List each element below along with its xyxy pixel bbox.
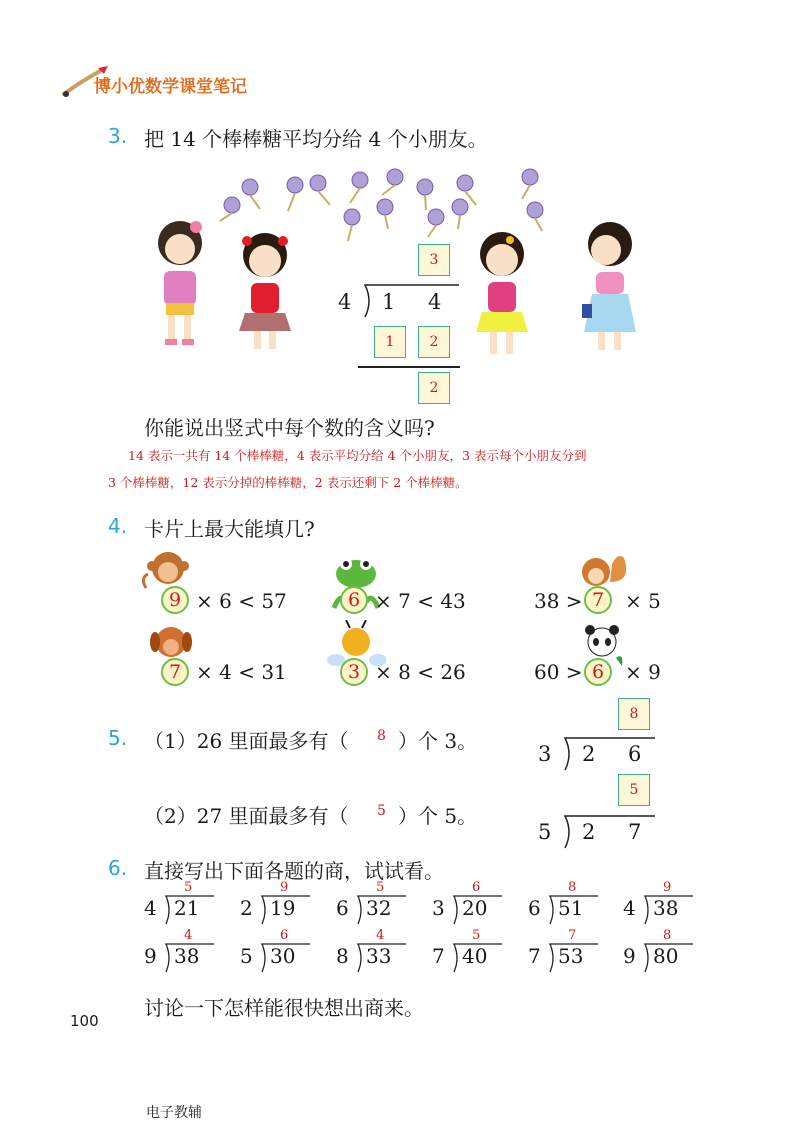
q6-division-item	[432, 880, 522, 926]
q6-divisor: 9	[623, 944, 636, 968]
q5-part1-quotient-box: 8	[618, 698, 650, 730]
q6-division-item	[240, 928, 330, 974]
q3-remainder-box: 2	[418, 372, 450, 404]
q3-division-bracket	[355, 283, 465, 319]
q3-number: 3.	[108, 124, 128, 148]
q4-text: 卡片上最大能填几?	[144, 517, 315, 541]
q5-number: 5.	[108, 726, 128, 750]
q4-pre-3: 38 >	[534, 589, 583, 613]
q3-divisor: 4	[338, 290, 352, 314]
header-logo	[60, 64, 300, 104]
q3-dividend-d1: 1	[382, 290, 396, 314]
q6-division-item	[623, 928, 713, 974]
q6-division-item	[240, 880, 330, 926]
logo-text: 博小优数学课堂笔记	[94, 77, 247, 97]
q5-part2-quotient-box: 5	[618, 774, 650, 806]
q6-divisor: 7	[432, 944, 445, 968]
q6-division-item	[623, 880, 713, 926]
q6-quotient: 7	[568, 928, 577, 943]
q3-subtraction-line	[358, 366, 460, 368]
q4-expr-5: × 8 < 26	[375, 660, 466, 684]
q6-division-item	[336, 928, 426, 974]
girl-2-illustration	[235, 225, 300, 355]
q6-dividend: 21	[174, 896, 200, 920]
q3-dividend-d2: 4	[428, 290, 442, 314]
q6-divisor: 4	[623, 896, 636, 920]
q4-card-6: 6	[584, 658, 612, 686]
q6-quotient: 6	[472, 880, 481, 895]
q6-number: 6.	[108, 856, 128, 880]
q6-division-item	[528, 880, 618, 926]
q6-divisor: 4	[144, 896, 157, 920]
q6-dividend: 32	[366, 896, 392, 920]
q3-answer-line1: 14 表示一共有 14 个棒棒糖，4 表示平均分给 4 个小朋友，3 表示每个小朋友分到	[128, 448, 587, 463]
q6-dividend: 33	[366, 944, 392, 968]
q5-part2-prefix: （2）27 里面最多有（	[144, 804, 349, 828]
q4-expr-1: × 6 < 57	[196, 589, 287, 613]
q5-part2-bracket	[555, 814, 660, 850]
q5-part1-suffix: ）个 3。	[398, 729, 478, 753]
q4-expr-3: × 5	[625, 589, 661, 613]
q6-divisor: 6	[528, 896, 541, 920]
q4-expr-2: × 7 < 43	[375, 589, 466, 613]
q6-divisor: 7	[528, 944, 541, 968]
q5-part2-d1: 2	[582, 820, 596, 844]
q3-question: 你能说出竖式中每个数的含义吗?	[144, 416, 435, 440]
q4-expr-4: × 4 < 31	[196, 660, 287, 684]
q6-quotient: 9	[280, 880, 289, 895]
q6-dividend: 30	[270, 944, 296, 968]
q6-dividend: 51	[558, 896, 584, 920]
q6-quotient: 5	[472, 928, 481, 943]
q5-part1-answer: 8	[377, 728, 386, 744]
q6-division-item	[528, 928, 618, 974]
q6-dividend: 38	[174, 944, 200, 968]
q4-pre-6: 60 >	[534, 660, 583, 684]
q6-dividend: 80	[653, 944, 679, 968]
q6-quotient: 4	[376, 928, 385, 943]
q6-division-item	[144, 880, 234, 926]
q3-answer-line2: 3 个棒棒糖，12 表示分掉的棒棒糖，2 表示还剩下 2 个棒棒糖。	[108, 475, 468, 490]
q6-dividend: 19	[270, 896, 296, 920]
q3-product-d2-box: 2	[418, 326, 450, 358]
q4-card-4: 7	[161, 658, 189, 686]
q4-card-3: 7	[584, 586, 612, 614]
q3-product-d1-box: 1	[374, 326, 406, 358]
q6-quotient: 5	[184, 880, 193, 895]
girl-1-illustration	[150, 215, 220, 350]
footer-label: 电子教辅	[146, 1105, 202, 1121]
q6-quotient: 6	[280, 928, 289, 943]
q6-dividend: 20	[462, 896, 488, 920]
q5-part1-prefix: （1）26 里面最多有（	[144, 729, 349, 753]
q6-divisor: 8	[336, 944, 349, 968]
q6-quotient: 9	[663, 880, 672, 895]
q6-text: 直接写出下面各题的商，试试看。	[144, 859, 444, 883]
q5-part1-bracket	[555, 736, 660, 772]
q5-part1-divisor: 3	[538, 742, 552, 766]
q6-divisor: 3	[432, 896, 445, 920]
q6-divisor: 6	[336, 896, 349, 920]
q4-number: 4.	[108, 514, 128, 538]
q3-quotient-box: 3	[418, 244, 450, 276]
girl-4-illustration	[578, 218, 643, 358]
dog-icon	[146, 622, 196, 662]
q6-division-item	[432, 928, 522, 974]
girl-3-illustration	[470, 228, 535, 363]
q4-card-2: 6	[340, 586, 368, 614]
page-number: 100	[70, 1012, 99, 1030]
q5-part2-divisor: 5	[538, 820, 552, 844]
q5-part2-answer: 5	[377, 803, 386, 819]
q6-divisor: 2	[240, 896, 253, 920]
q4-card-1: 9	[161, 586, 189, 614]
q5-part2-d2: 7	[628, 820, 642, 844]
q5-part1-d1: 2	[582, 742, 596, 766]
q6-dividend: 38	[653, 896, 679, 920]
q4-expr-6: × 9	[625, 660, 661, 684]
q6-divisor: 9	[144, 944, 157, 968]
q6-discussion: 讨论一下怎样能很快想出商来。	[144, 996, 424, 1020]
q6-divisor: 5	[240, 944, 253, 968]
q6-dividend: 53	[558, 944, 584, 968]
q4-card-5: 3	[340, 658, 368, 686]
q3-text: 把 14 个棒棒糖平均分给 4 个小朋友。	[144, 127, 488, 151]
q6-quotient: 4	[184, 928, 193, 943]
q6-quotient: 8	[663, 928, 672, 943]
q6-division-item	[336, 880, 426, 926]
q5-part1-d2: 6	[628, 742, 642, 766]
q6-division-item	[144, 928, 234, 974]
q5-part2-suffix: ）个 5。	[398, 804, 478, 828]
q6-quotient: 8	[568, 880, 577, 895]
q6-quotient: 5	[376, 880, 385, 895]
q6-dividend: 40	[462, 944, 488, 968]
